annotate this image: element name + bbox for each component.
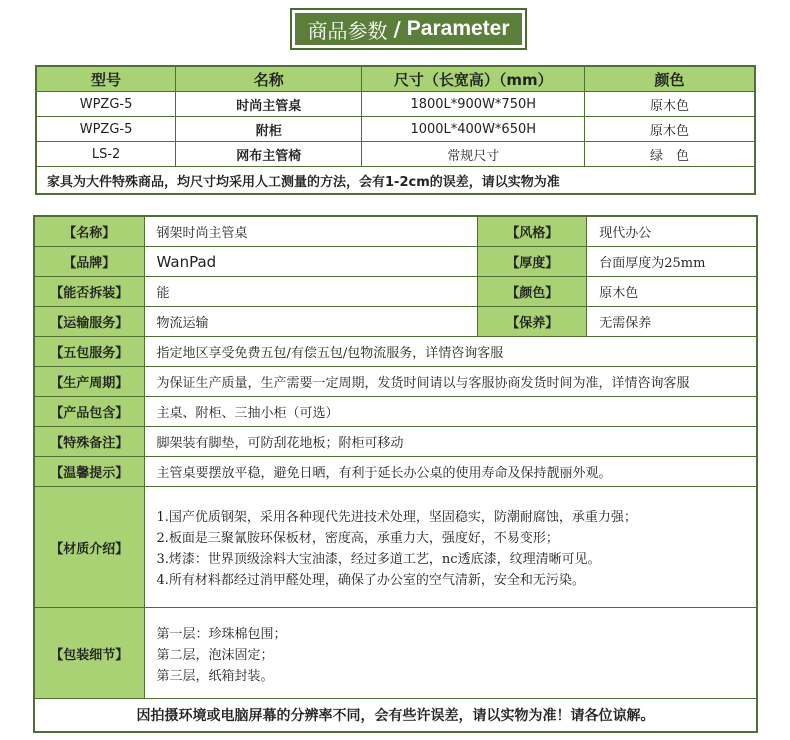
label-brand: 【品牌】 — [34, 247, 144, 277]
cell-size: 1000L*400W*650H — [362, 117, 585, 142]
value-care: 无需保养 — [587, 307, 757, 337]
value-special-notes: 脚架装有脚垫，可防刮花地板；附柜可移动 — [144, 427, 757, 457]
label-care: 【保养】 — [478, 307, 587, 337]
title-en: Parameter — [406, 17, 510, 40]
cell-model: WPZG-5 — [36, 92, 176, 117]
packing-line: 第一层：珍珠棉包围； — [156, 626, 287, 642]
cell-model: LS-2 — [36, 142, 176, 167]
value-shipping: 物流运输 — [144, 307, 478, 337]
packing-line: 第二层，泡沫固定； — [156, 647, 274, 663]
product-table-header — [36, 66, 755, 92]
product-table — [35, 65, 756, 195]
table-row — [36, 92, 755, 117]
header-color: 颜色 — [585, 66, 755, 92]
value-five-service: 指定地区享受免费五包/有偿五包/包物流服务，详情咨询客服 — [144, 337, 757, 367]
detail-row — [34, 307, 757, 337]
cell-color: 绿 色 — [585, 142, 755, 167]
measurement-note: 家具为大件特殊商品，均尺寸均采用人工测量的方法，会有1-2cm的误差，请以实物为准 — [36, 167, 755, 195]
value-production-cycle: 为保证生产质量，生产需要一定周期，发货时间请以与客服协商发货时间为准，详情咨询客服 — [144, 367, 757, 397]
detail-row — [34, 216, 757, 247]
packing-line: 第三层，纸箱封装。 — [156, 668, 274, 684]
table-note-row — [36, 167, 755, 195]
details-table — [33, 215, 758, 733]
label-shipping: 【运输服务】 — [34, 307, 144, 337]
footer-row — [34, 699, 757, 733]
title-separator: / — [393, 17, 401, 41]
detail-row — [34, 487, 757, 608]
label-tips: 【温馨提示】 — [34, 457, 144, 487]
label-special-notes: 【特殊备注】 — [34, 427, 144, 457]
label-packing: 【包装细节】 — [34, 608, 144, 699]
detail-row — [34, 337, 757, 367]
detail-row — [34, 397, 757, 427]
label-material: 【材质介绍】 — [34, 487, 144, 608]
table-row — [36, 142, 755, 167]
cell-color: 原木色 — [585, 92, 755, 117]
cell-size: 常规尺寸 — [362, 142, 585, 167]
cell-model: WPZG-5 — [36, 117, 176, 142]
table-row — [36, 117, 755, 142]
label-style: 【风格】 — [478, 216, 587, 247]
value-tips: 主管桌要摆放平稳，避免日晒，有利于延长办公桌的使用寿命及保持靓丽外观。 — [144, 457, 757, 487]
label-name: 【名称】 — [34, 216, 144, 247]
cell-color: 原木色 — [585, 117, 755, 142]
value-packing — [144, 608, 757, 699]
header-name: 名称 — [176, 66, 362, 92]
material-line: 3.烤漆：世界顶级涂料大宝油漆，经过多道工艺，nc透底漆，纹理清晰可见。 — [156, 552, 601, 567]
value-includes: 主桌、附柜、三抽小柜（可选） — [144, 397, 757, 427]
label-color: 【颜色】 — [478, 277, 587, 307]
value-brand: WanPad — [144, 247, 478, 277]
material-line: 4.所有材料都经过消甲醛处理，确保了办公室的空气清新，安全和无污染。 — [156, 573, 585, 588]
detail-row — [34, 277, 757, 307]
header-size: 尺寸（长宽高）（mm） — [362, 66, 585, 92]
value-material — [144, 487, 757, 608]
page-title — [295, 13, 522, 45]
detail-row — [34, 367, 757, 397]
label-production-cycle: 【生产周期】 — [34, 367, 144, 397]
cell-size: 1800L*900W*750H — [362, 92, 585, 117]
cell-name: 附柜 — [176, 117, 362, 142]
label-thickness: 【厚度】 — [478, 247, 587, 277]
detail-row — [34, 608, 757, 699]
value-name: 钢架时尚主管桌 — [144, 216, 478, 247]
label-includes: 【产品包含】 — [34, 397, 144, 427]
value-removable: 能 — [144, 277, 478, 307]
material-line: 2.板面是三聚氰胺环保板材，密度高，承重力大，强度好，不易变形； — [156, 531, 559, 546]
label-five-service: 【五包服务】 — [34, 337, 144, 367]
value-style: 现代办公 — [587, 216, 757, 247]
material-line: 1.国产优质钢架，采用各种现代先进技术处理，坚固稳实，防潮耐腐蚀，承重力强； — [156, 510, 637, 525]
cell-name: 网布主管椅 — [176, 142, 362, 167]
title-cn: 商品参数 — [307, 18, 388, 43]
detail-row — [34, 427, 757, 457]
title-box — [290, 8, 527, 50]
detail-row — [34, 247, 757, 277]
value-thickness: 台面厚度为25mm — [587, 247, 757, 277]
label-removable: 【能否拆装】 — [34, 277, 144, 307]
footer-disclaimer: 因拍摄环境或电脑屏幕的分辨率不同，会有些许误差，请以实物为准！请各位谅解。 — [34, 699, 757, 733]
detail-row — [34, 457, 757, 487]
header-model: 型号 — [36, 66, 176, 92]
value-color: 原木色 — [587, 277, 757, 307]
cell-name: 时尚主管桌 — [176, 92, 362, 117]
